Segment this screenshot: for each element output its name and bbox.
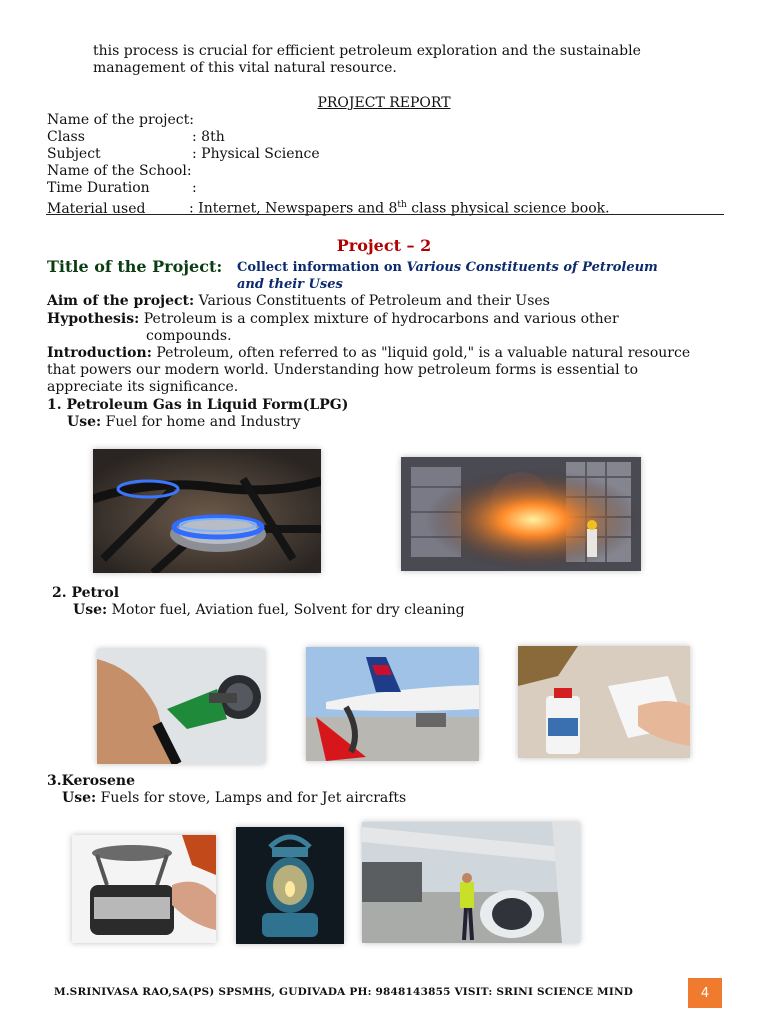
introduction-line-3: appreciate its significance. <box>47 379 239 395</box>
info-row-class: Class : 8th <box>47 129 225 145</box>
aircraft-refuel-photo <box>306 647 479 761</box>
section-petrol-heading: 2. Petrol <box>52 585 120 601</box>
introduction-line-1: Introduction: Petroleum, often referred to as "liquid gold," is a valuable natural resource <box>47 345 691 361</box>
info-row-subject: Subject : Physical Science <box>47 146 320 162</box>
section-lpg-use: Use: Fuel for home and Industry <box>67 414 301 430</box>
horizontal-rule <box>46 214 724 215</box>
jet-refuel-photo <box>362 822 580 943</box>
aim-line: Aim of the project: Various Constituents of Petroleum and their Uses <box>47 293 550 309</box>
introduction-line-2: that powers our modern world. Understanding how petroleum forms is essential to <box>47 362 639 378</box>
title-value: Collect information on Various Constituents of Petroleum and their Uses <box>237 260 658 292</box>
kerosene-lamp-photo <box>236 827 344 944</box>
intro-line-1: this process is crucial for efficient petroleum exploration and the sustainable <box>93 43 641 59</box>
hypothesis-line-2: compounds. <box>146 328 232 344</box>
section-kerosene-use: Use: Fuels for stove, Lamps and for Jet aircrafts <box>62 790 407 806</box>
section-kerosene-heading: 3.Kerosene <box>47 773 135 789</box>
industrial-furnace-photo <box>401 457 641 571</box>
project-heading: Project – 2 <box>336 236 432 255</box>
footer-credits: M.SRINIVASA RAO,SA(PS) SPSMHS, GUDIVADA PH: 9848143855 VISIT: SRINI SCIENCE MIND <box>54 986 634 998</box>
section-lpg-heading: 1. Petroleum Gas in Liquid Form(LPG) <box>47 397 349 413</box>
info-row-duration: Time Duration : <box>47 180 197 196</box>
intro-line-2: management of this vital natural resource. <box>93 60 397 76</box>
info-row-project: Name of the project: <box>47 112 194 128</box>
hypothesis-line: Hypothesis: Petroleum is a complex mixture of hydrocarbons and various other <box>47 311 619 327</box>
gas-stove-photo <box>93 449 321 573</box>
page-number-badge: 4 <box>688 978 722 1008</box>
title-label: Title of the Project: <box>47 257 223 276</box>
info-row-school: Name of the School: <box>47 163 192 179</box>
dry-cleaning-photo <box>518 646 690 758</box>
kerosene-stove-photo <box>72 835 216 943</box>
report-heading: PROJECT REPORT <box>317 95 451 111</box>
section-petrol-use: Use: Motor fuel, Aviation fuel, Solvent for dry cleaning <box>73 602 465 618</box>
info-row-material: Material used : Internet, Newspapers and 8th class physical science book. <box>47 200 610 217</box>
fuel-nozzle-photo <box>97 649 265 764</box>
